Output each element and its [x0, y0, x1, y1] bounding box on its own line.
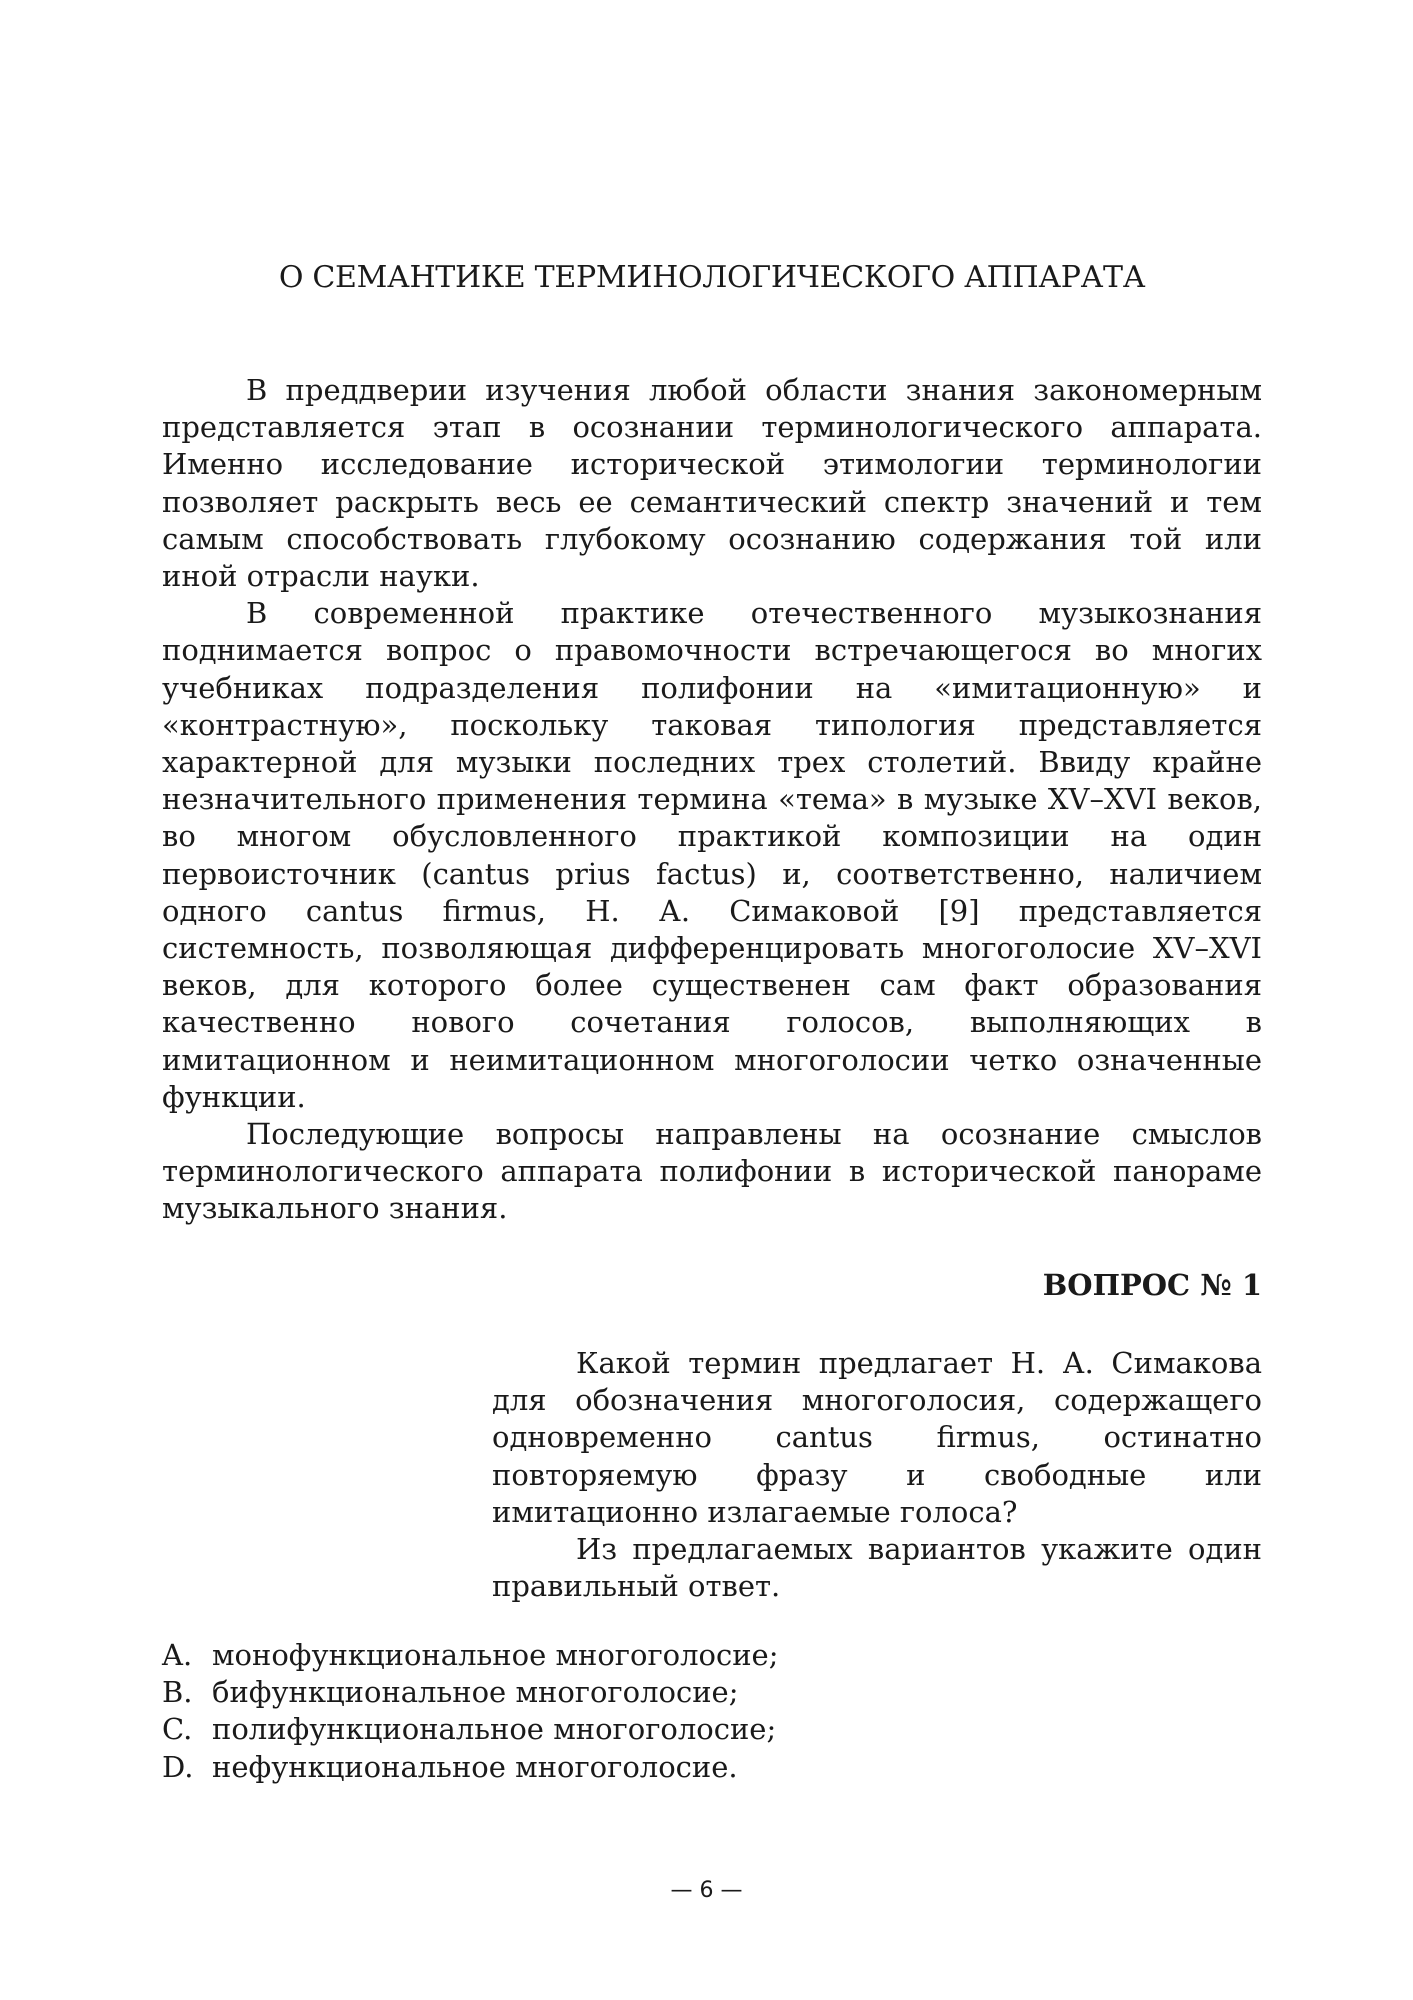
option-letter: B. — [162, 1675, 193, 1710]
option-letter: C. — [162, 1712, 193, 1747]
option-letter: D. — [162, 1749, 194, 1784]
page-title: О СЕМАНТИКЕ ТЕРМИНОЛОГИЧЕСКОГО АППАРАТА — [278, 260, 1146, 295]
body-text — [162, 372, 1262, 1228]
option-text: бифункциональное многоголосие; — [212, 1675, 739, 1710]
answer-option-c — [162, 1711, 779, 1748]
answer-option-b — [162, 1674, 779, 1711]
option-text: полифункциональное многоголосие; — [212, 1712, 777, 1747]
option-letter: A. — [162, 1638, 193, 1672]
answer-options — [162, 1637, 779, 1786]
paragraph-3: Последующие вопросы направлены на осознание смыслов терминологического аппарата полифонии в исторической панораме музыкального знания. — [162, 1117, 1262, 1226]
paragraph-1: В преддверии изучения любой области знания закономерным представляется этап в осознании терминологического аппарата. Именно исследование исторической этимологии терминологии позволяет раскрыть весь ее семантический спектр значений и тем самым способствовать глубокому осознанию содержания той или иной отрасли науки. — [162, 373, 1262, 594]
question-text: Какой термин предлагает Н. А. Симакова для обозначения многоголосия, содержащего одновременно cantus firmus, остинатно повторяемую фразу и свободные или имитационно излагаемые голоса? — [492, 1346, 1262, 1529]
paragraph-2: В современной практике отечественного музыкознания поднимается вопрос о правомочности встречающегося во многих учебниках подразделения полифонии на «имитационную» и «контрастную», поскольку таковая типология представляется характерной для музыки последних трех столетий. Ввиду крайне незначительного применения термина «тема» в музыке XV–XVI веков, во многом обусловленного практикой композиции на один первоисточник (cantus prius factus) и, соответственно, наличием одного cantus firmus, Н. А. Симаковой [9] представляется системность, позволяющая дифференцировать многоголосие XV–XVI веков, для которого более существенен сам факт образования качественно нового сочетания голосов, выполняющих в имитационном и неимитационном многоголосии четко означенные функции. — [162, 596, 1262, 1114]
option-text: нефункциональное многоголосие. — [212, 1749, 738, 1784]
answer-option-d — [162, 1749, 779, 1786]
question-block — [492, 1345, 1262, 1605]
question-instruction: Из предлагаемых вариантов укажите один правильный ответ. — [492, 1532, 1262, 1604]
question-heading: ВОПРОС № 1 — [1042, 1268, 1262, 1302]
answer-option-a — [162, 1637, 779, 1674]
page-number: — 6 — — [670, 1878, 743, 1903]
option-text: монофункциональное многоголосие; — [212, 1638, 779, 1672]
